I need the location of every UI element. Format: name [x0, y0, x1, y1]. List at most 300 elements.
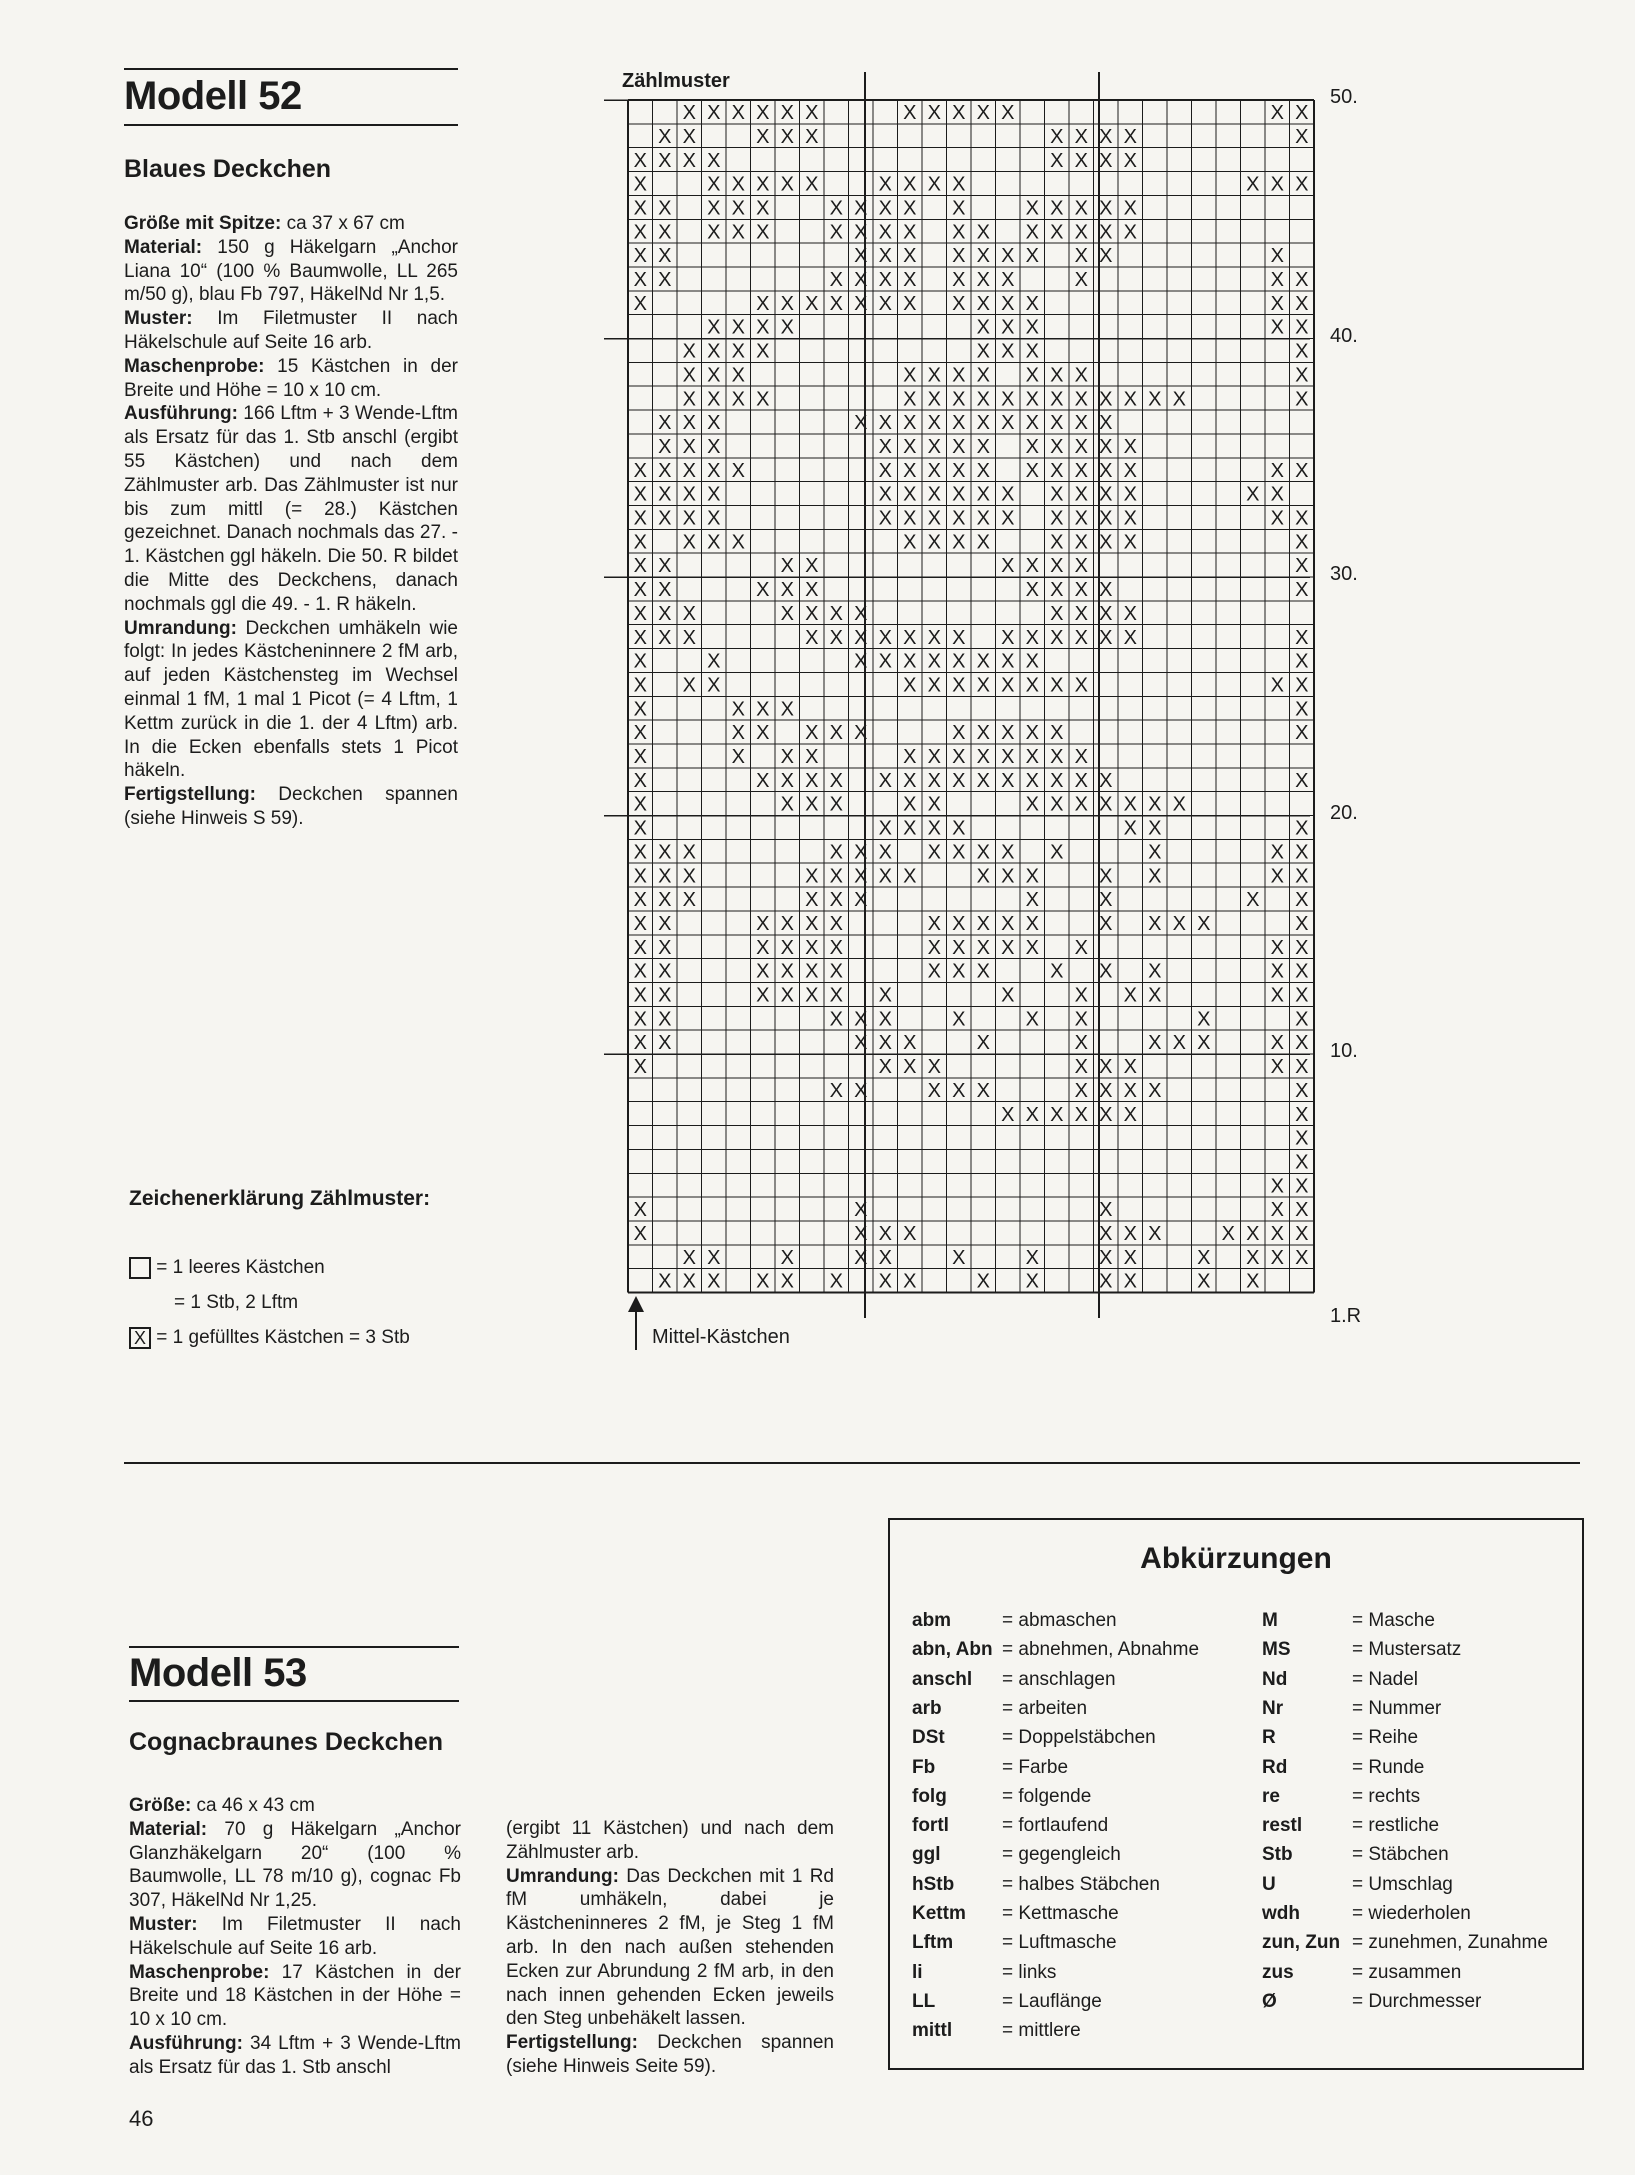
filled-cell-mark: X — [756, 984, 770, 1007]
legend-filled-text: = 1 gefülltes Kästchen = 3 Stb — [156, 1327, 410, 1349]
filled-cell-mark: X — [829, 292, 843, 315]
filled-cell-mark: X — [682, 602, 696, 625]
filled-cell-mark: X — [805, 722, 819, 745]
filled-cell-mark: X — [1148, 960, 1162, 983]
filled-cell-mark: X — [805, 579, 819, 602]
m52-label: Umrandung: — [124, 617, 237, 639]
abk-left-row — [912, 1723, 1156, 1752]
filled-cell-mark: X — [1074, 197, 1088, 220]
filled-cell-mark: X — [1270, 1223, 1284, 1246]
filled-cell-mark: X — [780, 769, 794, 792]
filled-cell-mark: X — [952, 245, 966, 268]
filled-cell-mark: X — [1025, 412, 1039, 435]
abbreviation-meaning: = abmaschen — [1002, 1610, 1117, 1631]
abk-left-row — [912, 1987, 1102, 2016]
abbreviation-key: zus — [1262, 1961, 1294, 1983]
filled-cell-mark: X — [633, 483, 647, 506]
filled-cell-mark: X — [658, 602, 672, 625]
abbreviation-key: Fb — [912, 1756, 936, 1778]
filled-cell-mark: X — [1099, 435, 1113, 458]
filled-cell-mark: X — [1001, 316, 1015, 339]
filled-cell-mark: X — [1270, 483, 1284, 506]
filled-cell-mark: X — [633, 173, 647, 196]
filled-cell-mark: X — [1050, 412, 1064, 435]
filled-cell-mark: X — [952, 1246, 966, 1269]
abk-left-row — [912, 1694, 1087, 1723]
filled-cell-mark: X — [780, 602, 794, 625]
m52-label: Größe mit Spitze: — [124, 213, 282, 234]
filled-cell-mark: X — [658, 579, 672, 602]
modell-52-subtitle: Blaues Deckchen — [124, 155, 332, 183]
filled-cell-mark: X — [682, 125, 696, 148]
filled-cell-mark: X — [633, 149, 647, 172]
abbreviation-meaning: = Doppelstäbchen — [1002, 1727, 1156, 1749]
filled-cell-mark: X — [1099, 1270, 1113, 1293]
abk-right-row — [1262, 1811, 1439, 1840]
filled-cell-mark: X — [1001, 340, 1015, 363]
filled-cell-mark: X — [1025, 865, 1039, 888]
filled-cell-mark: X — [633, 746, 647, 769]
filled-cell-mark: X — [1148, 817, 1162, 840]
filled-cell-mark: X — [1295, 817, 1309, 840]
filled-cell-mark: X — [927, 102, 941, 125]
filled-cell-mark: X — [805, 555, 819, 578]
filled-cell-mark: X — [658, 507, 672, 530]
filled-cell-mark: X — [1270, 269, 1284, 292]
filled-cell-mark: X — [854, 889, 868, 912]
m52-label: Material: — [124, 236, 203, 258]
filled-cell-mark: X — [976, 221, 990, 244]
filled-cell-mark: X — [1025, 1270, 1039, 1293]
filled-cell-mark: X — [1172, 912, 1186, 935]
filled-cell-mark: X — [1025, 626, 1039, 649]
filled-cell-mark: X — [1050, 149, 1064, 172]
filled-cell-mark: X — [1099, 602, 1113, 625]
abbreviation-key: Kettm — [912, 1903, 966, 1924]
filled-cell-mark: X — [976, 960, 990, 983]
m53a-label: Maschenprobe: — [129, 1961, 270, 1983]
filled-cell-mark: X — [780, 698, 794, 721]
filled-cell-mark: X — [952, 650, 966, 673]
filled-cell-mark: X — [1025, 364, 1039, 387]
filled-cell-mark: X — [633, 1056, 647, 1079]
m52-text: Deckchen spannen (siehe Hinweis S 59). — [124, 784, 458, 829]
filled-cell-mark: X — [1099, 459, 1113, 482]
abbreviation-meaning: = wiederholen — [1352, 1903, 1471, 1924]
filled-cell-mark: X — [731, 102, 745, 125]
filled-cell-mark: X — [633, 507, 647, 530]
filled-cell-mark: X — [1099, 793, 1113, 816]
m52-text: 150 g Häkelgarn „Anchor Liana 10“ (100 % Baumwolle, LL 265 m/50 g), blau Fb 797, HäkelNd Nr 1,5. — [124, 236, 458, 306]
filled-cell-mark: X — [1001, 674, 1015, 697]
filled-cell-mark: X — [927, 412, 941, 435]
filled-cell-mark: X — [1221, 1223, 1235, 1246]
filled-cell-mark: X — [878, 1270, 892, 1293]
filled-cell-mark: X — [854, 650, 868, 673]
filled-cell-mark: X — [1074, 483, 1088, 506]
filled-cell-mark: X — [854, 197, 868, 220]
filled-cell-mark: X — [952, 674, 966, 697]
abbreviation-key: folg — [912, 1785, 947, 1807]
abbreviation-meaning: = arbeiten — [1002, 1697, 1088, 1719]
row-label: 50. — [1330, 86, 1358, 108]
filled-cell-mark: X — [952, 769, 966, 792]
filled-cell-mark: X — [976, 674, 990, 697]
filled-cell-mark: X — [1295, 269, 1309, 292]
filled-cell-mark: X — [1270, 841, 1284, 864]
filled-cell-mark: X — [952, 507, 966, 530]
filled-cell-mark: X — [1050, 507, 1064, 530]
filled-cell-mark: X — [756, 102, 770, 125]
legend-empty-text: = 1 leeres Kästchen — [156, 1257, 325, 1279]
abbreviation-key: fortl — [912, 1815, 949, 1837]
filled-cell-mark: X — [658, 555, 672, 578]
filled-cell-mark: X — [976, 245, 990, 268]
filled-cell-mark: X — [633, 722, 647, 745]
m53a-paragraph — [129, 1961, 461, 2032]
filled-cell-mark: X — [1074, 125, 1088, 148]
filled-cell-mark: X — [1246, 483, 1260, 506]
filled-cell-mark: X — [952, 912, 966, 935]
filled-cell-mark: X — [1074, 769, 1088, 792]
filled-cell-mark: X — [1123, 1270, 1137, 1293]
filled-cell-mark: X — [1270, 674, 1284, 697]
filled-cell-mark: X — [1099, 1246, 1113, 1269]
filled-cell-mark: X — [927, 960, 941, 983]
abk-left-row — [912, 1665, 1116, 1694]
chart-title: Zählmuster — [622, 70, 730, 92]
filled-cell-mark: X — [1074, 555, 1088, 578]
filled-cell-mark: X — [707, 197, 721, 220]
filled-cell-mark: X — [878, 841, 892, 864]
filled-cell-mark: X — [1270, 459, 1284, 482]
filled-cell-mark: X — [805, 626, 819, 649]
filled-cell-mark: X — [1123, 507, 1137, 530]
abk-right-row — [1262, 1694, 1441, 1723]
abk-left-row — [912, 1840, 1121, 1869]
abk-right-row — [1262, 1840, 1449, 1869]
abbreviation-key: li — [912, 1961, 923, 1983]
filled-cell-mark: X — [1050, 674, 1064, 697]
abbreviation-key: Lftm — [912, 1932, 954, 1954]
filled-cell-mark: X — [1001, 722, 1015, 745]
filled-cell-mark: X — [878, 626, 892, 649]
abk-left-row — [912, 1899, 1119, 1928]
filled-cell-mark: X — [976, 769, 990, 792]
filled-cell-mark: X — [1025, 388, 1039, 411]
filled-cell-mark: X — [707, 221, 721, 244]
filled-cell-mark: X — [903, 197, 917, 220]
filled-cell-mark: X — [1025, 340, 1039, 363]
abk-right-row — [1262, 1958, 1461, 1987]
filled-cell-mark: X — [854, 602, 868, 625]
filled-cell-mark: X — [1050, 602, 1064, 625]
filled-cell-mark: X — [829, 841, 843, 864]
filled-cell-mark: X — [1099, 1223, 1113, 1246]
m53a-label: Material: — [129, 1818, 208, 1840]
abk-left-row — [912, 2016, 1081, 2045]
filled-cell-mark: X — [1099, 507, 1113, 530]
filled-cell-mark: X — [682, 388, 696, 411]
filled-cell-mark: X — [927, 1056, 941, 1079]
abbreviation-meaning: = mittlere — [1002, 2020, 1081, 2042]
filled-cell-mark: X — [1050, 769, 1064, 792]
filled-cell-mark: X — [878, 1008, 892, 1031]
filled-cell-mark: X — [1270, 1056, 1284, 1079]
abk-right-row — [1262, 1928, 1548, 1957]
filled-cell-mark: X — [1295, 1199, 1309, 1222]
filled-cell-mark: X — [707, 507, 721, 530]
filled-cell-mark: X — [1246, 1223, 1260, 1246]
filled-cell-mark: X — [1050, 197, 1064, 220]
modell-53-instructions-col1 — [129, 1794, 461, 2080]
filled-cell-mark: X — [1025, 555, 1039, 578]
filled-cell-mark: X — [952, 1079, 966, 1102]
abbreviation-meaning: = Luftmasche — [1002, 1932, 1117, 1954]
filled-cell-mark: X — [903, 793, 917, 816]
filled-cell-mark: X — [1001, 507, 1015, 530]
abbreviation-meaning: = Nummer — [1352, 1697, 1442, 1719]
filled-cell-mark: X — [952, 936, 966, 959]
filled-cell-mark: X — [1074, 149, 1088, 172]
filled-cell-mark: X — [952, 531, 966, 554]
filled-cell-mark: X — [1295, 531, 1309, 554]
filled-cell-mark: X — [1123, 459, 1137, 482]
filled-cell-mark: X — [633, 531, 647, 554]
filled-cell-mark: X — [1025, 245, 1039, 268]
abk-left-row — [912, 1753, 1068, 1782]
filled-cell-mark: X — [878, 507, 892, 530]
filled-cell-mark: X — [952, 412, 966, 435]
row-label: 20. — [1330, 801, 1358, 824]
filled-cell-mark: X — [805, 102, 819, 125]
abk-right-row — [1262, 1987, 1481, 2016]
m52-text: Deckchen umhäkeln wie folgt: In jedes Kästcheninnere 2 fM arb, auf jeden Kästchensteg im Wechsel einmal 1 fM, 1 mal 1 Picot (= 4 Lftm, 1 Kettm zurück in die 1. der 4 Lftm) arb. In die Ecken ebenfalls stets 1 Picot häkeln. — [124, 617, 458, 782]
abk-left-row — [912, 1958, 1056, 1987]
m53b-paragraph — [506, 2031, 834, 2079]
filled-cell-mark: X — [1074, 435, 1088, 458]
filled-cell-mark: X — [952, 269, 966, 292]
abk-right-row — [1262, 1635, 1461, 1664]
abk-right-row — [1262, 1723, 1418, 1752]
filled-cell-mark: X — [805, 292, 819, 315]
abbreviation-meaning: = Mustersatz — [1352, 1639, 1462, 1661]
filled-cell-mark: X — [1050, 388, 1064, 411]
filled-cell-mark: X — [878, 1246, 892, 1269]
filled-cell-mark: X — [1001, 388, 1015, 411]
abbreviation-key: wdh — [1262, 1903, 1300, 1924]
abbreviation-key: zun, Zun — [1262, 1932, 1341, 1954]
filled-cell-mark: X — [1099, 531, 1113, 554]
filled-cell-mark: X — [976, 435, 990, 458]
abbreviation-key: abm — [912, 1610, 952, 1631]
filled-cell-mark: X — [1074, 245, 1088, 268]
filled-cell-mark: X — [976, 507, 990, 530]
filled-cell-mark: X — [682, 102, 696, 125]
filled-cell-mark: X — [927, 769, 941, 792]
filled-cell-mark: X — [756, 125, 770, 148]
filled-cell-mark: X — [1074, 388, 1088, 411]
m53a-paragraph — [129, 1913, 461, 1961]
abk-right-row — [1262, 1782, 1420, 1811]
filled-cell-mark: X — [1001, 245, 1015, 268]
filled-cell-mark: X — [731, 221, 745, 244]
filled-cell-mark: X — [976, 1079, 990, 1102]
filled-cell-mark: X — [1074, 1008, 1088, 1031]
filled-cell-mark: X — [903, 817, 917, 840]
filled-cell-mark: X — [1074, 1103, 1088, 1126]
filled-cell-mark: X — [976, 841, 990, 864]
filled-cell-mark: X — [1123, 125, 1137, 148]
filled-cell-mark: X — [756, 1270, 770, 1293]
center-label: Mittel-Kästchen — [652, 1326, 790, 1348]
filled-cell-mark: X — [854, 626, 868, 649]
filled-cell-mark: X — [1025, 889, 1039, 912]
filled-cell-mark: X — [854, 1008, 868, 1031]
filled-cell-mark: X — [1246, 1270, 1260, 1293]
filled-cell-mark: X — [1148, 793, 1162, 816]
filled-cell-mark: X — [682, 865, 696, 888]
filled-cell-mark: X — [731, 340, 745, 363]
filled-cell-mark: X — [707, 149, 721, 172]
abbreviation-meaning: = rechts — [1352, 1785, 1421, 1807]
filled-cell-mark: X — [1295, 674, 1309, 697]
filled-cell-mark: X — [731, 531, 745, 554]
filled-cell-mark: X — [878, 459, 892, 482]
filled-cell-mark: X — [927, 817, 941, 840]
filled-cell-mark: X — [1025, 459, 1039, 482]
filled-cell-mark: X — [633, 1032, 647, 1055]
filled-cell-mark: X — [756, 579, 770, 602]
filled-cell-mark: X — [903, 269, 917, 292]
filled-cell-mark: X — [756, 960, 770, 983]
m53a-text: 34 Lftm + 3 Wende-Lftm als Ersatz für das 1. Stb anschl — [129, 2032, 461, 2078]
abbreviation-key: hStb — [912, 1873, 955, 1895]
filled-cell-mark: X — [927, 936, 941, 959]
filled-cell-mark: X — [976, 102, 990, 125]
filled-cell-mark: X — [903, 412, 917, 435]
filled-cell-mark: X — [658, 960, 672, 983]
filled-cell-mark: X — [952, 221, 966, 244]
filled-cell-mark: X — [805, 960, 819, 983]
filled-cell-mark: X — [976, 364, 990, 387]
filled-cell-mark: X — [1001, 936, 1015, 959]
filled-cell-mark: X — [707, 459, 721, 482]
filled-cell-mark: X — [878, 769, 892, 792]
filled-cell-mark: X — [682, 459, 696, 482]
filled-cell-mark: X — [1050, 1103, 1064, 1126]
filled-cell-mark: X — [780, 102, 794, 125]
filled-cell-mark: X — [1295, 1056, 1309, 1079]
filled-cell-mark: X — [707, 650, 721, 673]
filled-cell-mark: X — [903, 221, 917, 244]
abk-left-row — [912, 1870, 1160, 1899]
filled-cell-mark: X — [1001, 841, 1015, 864]
filled-cell-mark: X — [976, 912, 990, 935]
m53a-label: Größe: — [129, 1795, 192, 1816]
filled-cell-mark: X — [707, 173, 721, 196]
filled-cell-mark: X — [633, 626, 647, 649]
filled-cell-mark: X — [829, 269, 843, 292]
m53a-paragraph — [129, 1818, 461, 1913]
filled-cell-mark: X — [658, 221, 672, 244]
filled-cell-mark: X — [1295, 1175, 1309, 1198]
filled-cell-mark: X — [756, 197, 770, 220]
filled-cell-mark: X — [633, 936, 647, 959]
filled-cell-mark: X — [1099, 388, 1113, 411]
filled-cell-mark: X — [1050, 746, 1064, 769]
filled-cell-mark: X — [976, 292, 990, 315]
filled-cell-mark: X — [731, 316, 745, 339]
filled-cell-mark: X — [1270, 507, 1284, 530]
filled-cell-mark: X — [1099, 483, 1113, 506]
filled-cell-mark: X — [1099, 197, 1113, 220]
filled-cell-mark: X — [854, 865, 868, 888]
filled-cell-mark: X — [1295, 1103, 1309, 1126]
filled-cell-mark: X — [1099, 149, 1113, 172]
filled-cell-mark: X — [1123, 1246, 1137, 1269]
filled-cell-mark: X — [1270, 102, 1284, 125]
filled-cell-mark: X — [658, 1008, 672, 1031]
filled-cell-mark: X — [878, 483, 892, 506]
filled-cell-mark: X — [927, 626, 941, 649]
filled-cell-mark: X — [682, 483, 696, 506]
filled-cell-mark: X — [707, 674, 721, 697]
filled-cell-mark: X — [1099, 912, 1113, 935]
legend-empty-line2: = 1 Stb, 2 Lftm — [174, 1292, 299, 1313]
filled-cell-mark: X — [1099, 245, 1113, 268]
filled-cell-mark: X — [976, 483, 990, 506]
filled-cell-mark: X — [903, 746, 917, 769]
filled-cell-mark: X — [707, 531, 721, 554]
filled-cell-mark: X — [805, 173, 819, 196]
abbreviation-meaning: = Nadel — [1352, 1668, 1419, 1690]
filled-cell-mark: X — [1295, 960, 1309, 983]
modell-53-title: Modell 53 — [129, 1651, 307, 1695]
filled-cell-mark: X — [952, 1008, 966, 1031]
filled-cell-mark: X — [952, 626, 966, 649]
filled-cell-mark: X — [976, 650, 990, 673]
filled-cell-mark: X — [976, 1270, 990, 1293]
filled-cell-mark: X — [1123, 626, 1137, 649]
filled-cell-mark: X — [1099, 579, 1113, 602]
filled-cell-mark: X — [1099, 865, 1113, 888]
filled-cell-mark: X — [1074, 412, 1088, 435]
abbreviation-meaning: = folgende — [1002, 1785, 1092, 1807]
filled-cell-mark: X — [903, 507, 917, 530]
filled-cell-mark: X — [927, 912, 941, 935]
filled-cell-mark: X — [952, 292, 966, 315]
filled-cell-mark: X — [1099, 1199, 1113, 1222]
modell-52-title: Modell 52 — [124, 74, 302, 118]
filled-cell-mark: X — [854, 1199, 868, 1222]
filled-cell-mark: X — [756, 292, 770, 315]
filled-cell-mark: X — [1025, 316, 1039, 339]
filled-cell-mark: X — [1050, 531, 1064, 554]
filled-cell-mark: X — [927, 507, 941, 530]
filled-cell-mark: X — [731, 459, 745, 482]
filled-cell-mark: X — [1099, 960, 1113, 983]
filled-cell-mark: X — [1025, 936, 1039, 959]
filled-cell-mark: X — [952, 841, 966, 864]
filled-cell-mark: X — [1123, 1103, 1137, 1126]
filled-cell-mark: X — [1025, 1103, 1039, 1126]
filled-cell-mark: X — [1148, 912, 1162, 935]
filled-cell-mark: X — [854, 1079, 868, 1102]
filled-cell-mark: X — [707, 364, 721, 387]
filled-cell-mark: X — [1270, 1246, 1284, 1269]
filled-square-icon: X — [129, 1327, 151, 1349]
